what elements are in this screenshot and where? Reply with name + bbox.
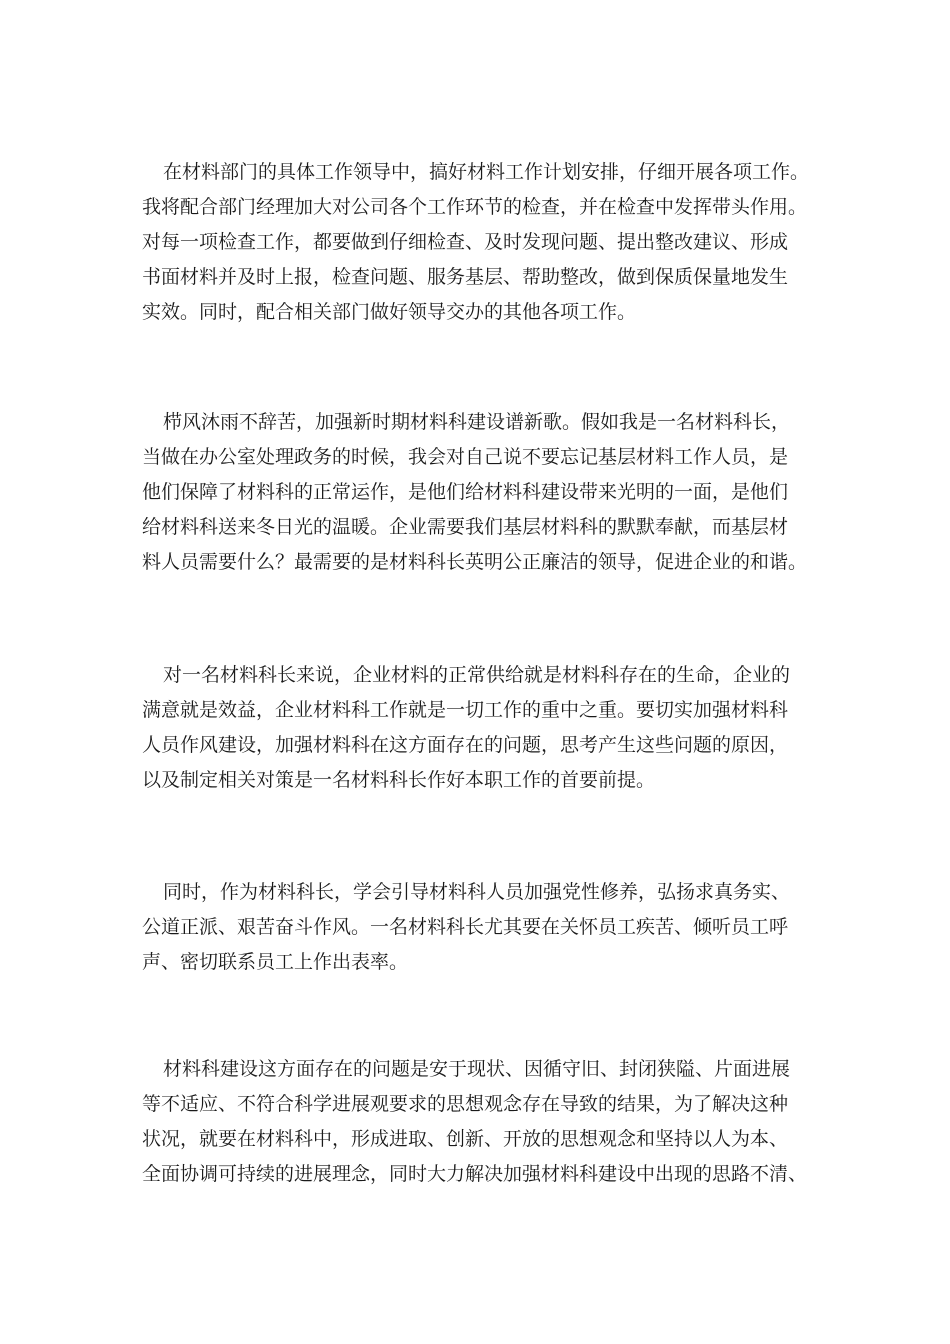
- text-line: 同时，作为材料科长，学会引导材料科人员加强党性修养，弘扬求真务实、: [163, 881, 791, 903]
- text-line: 栉风沐雨不辞苦，加强新时期材料科建设谱新歌。假如我是一名材料科长，: [163, 411, 791, 433]
- paragraph-4: [142, 875, 812, 980]
- text-line: 全面协调可持续的进展理念，同时大力解决加强材料科建设中出现的思路不清、: [142, 1163, 808, 1185]
- paragraph-3: [142, 658, 812, 798]
- text-line: 对一名材料科长来说，企业材料的正常供给就是材料科存在的生命，企业的: [163, 664, 791, 686]
- text-line: 声、密切联系员工上作出表率。: [142, 951, 409, 973]
- text-line: 满意就是效益，企业材料科工作就是一切工作的重中之重。要切实加强材料科: [142, 699, 789, 721]
- paragraph-5: [142, 1052, 812, 1192]
- text-line: 以及制定相关对策是一名材料科长作好本职工作的首要前提。: [142, 769, 656, 791]
- text-line: 书面材料并及时上报，检查问题、服务基层、帮助整改，做到保质保量地发生: [142, 266, 789, 288]
- text-line: 状况，就要在材料科中，形成进取、创新、开放的思想观念和坚持以人为本、: [142, 1128, 789, 1150]
- paragraph-2: [142, 405, 812, 580]
- text-line: 对每一项检查工作，都要做到仔细检查、及时发现问题、提出整改建议、形成: [142, 231, 789, 253]
- text-line: 材料科建设这方面存在的问题是安于现状、因循守旧、封闭狭隘、片面进展: [163, 1058, 791, 1080]
- text-line: 公道正派、艰苦奋斗作风。一名材料科长尤其要在关怀员工疾苦、倾听员工呼: [142, 916, 789, 938]
- text-line: 当做在办公室处理政务的时候，我会对自己说不要忘记基层材料工作人员，是: [142, 446, 789, 468]
- text-line: 人员作风建设，加强材料科在这方面存在的问题，思考产生这些问题的原因，: [142, 734, 789, 756]
- text-line: 我将配合部门经理加大对公司各个工作环节的检查，并在检查中发挥带头作用。: [142, 196, 808, 218]
- text-line: 实效。同时，配合相关部门做好领导交办的其他各项工作。: [142, 301, 637, 323]
- paragraph-1: [142, 155, 812, 330]
- text-line: 在材料部门的具体工作领导中，搞好材料工作计划安排，仔细开展各项工作。: [163, 161, 810, 183]
- text-line: 给材料科送来冬日光的温暖。企业需要我们基层材料科的默默奉献，而基层材: [142, 516, 789, 538]
- text-line: 料人员需要什么？最需要的是材料科长英明公正廉洁的领导，促进企业的和谐。: [142, 551, 808, 573]
- text-line: 他们保障了材料科的正常运作，是他们给材料科建设带来光明的一面，是他们: [142, 481, 789, 503]
- text-line: 等不适应、不符合科学进展观要求的思想观念存在导致的结果，为了解决这种: [142, 1093, 789, 1115]
